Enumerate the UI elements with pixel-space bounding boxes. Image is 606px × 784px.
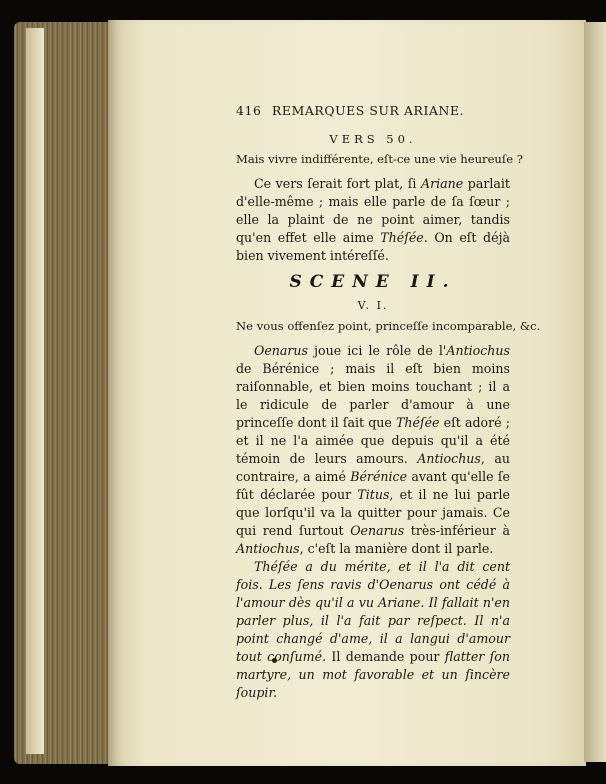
italic-text-run: Théſée (395, 415, 440, 430)
scene-commentary (236, 342, 510, 558)
text-run: Ce vers ſerait fort plat, ſi (254, 176, 421, 191)
italic-text-run: Ariane (420, 176, 464, 191)
italic-text-run: flatter ſon martyre, un mot favorable et un ſincère ſoupir. (236, 649, 510, 700)
scene-commentary-2 (236, 558, 510, 702)
italic-text-run: Antiochus (417, 451, 481, 466)
facing-page-edge (584, 22, 606, 762)
italic-text-run: Antiochus (236, 541, 300, 556)
text-run: Il demande pour (326, 649, 445, 664)
italic-text-run: Théſée a du mérite, et il l'a dit cent fois. Les ſens ravis d'Oenarus ont cédé à l'amour dès qu'il a vu Ariane. Il fallait n'en parler plus, il l'a fait par reſpect. Il n'a point changé d'ame, il a langui d'amour tout conſumé. (236, 559, 510, 664)
verse-quote: Mais vivre indifférente, eſt-ce une vie heureuſe ? (236, 152, 523, 166)
page-stack (26, 28, 44, 754)
italic-text-run: Bérénice (350, 469, 408, 484)
running-title: REMARQUES SUR ARIANE. (272, 103, 465, 118)
text-run: parlait d'elle-même ; mais elle parle de ſa ſœur ; elle la plaint de ne point aimer, tandis qu'en effet elle aime (236, 176, 510, 245)
italic-text-run: Titus (357, 487, 390, 502)
verse-heading: VERS 50. (329, 132, 417, 146)
text-run: , c'eſt la manière dont il parle. (299, 541, 494, 556)
italic-text-run: Oenarus (350, 523, 405, 538)
scene-verse-label: V. I. (357, 299, 389, 312)
italic-text-run: Théſée (380, 230, 424, 245)
page-number: 416 (236, 103, 262, 118)
text-run: , et il ne lui parle que lorſqu'il va la quitter pour jamais. Ce qui rend ſurtout (236, 487, 510, 538)
text-run: joue ici le rôle de l' (308, 343, 447, 358)
italic-text-run: Antiochus (446, 343, 510, 358)
text-run: de Bérénice ; mais il eſt bien moins raiſonnable, et bien moins touchant ; il a le ridicule de parler d'amour à une princeſſe dont il ſait que (236, 361, 510, 430)
text-run: . On eſt déjà bien vivement intéreſſé. (236, 230, 510, 263)
scene-quote: Ne vous offenſez point, princeſſe incomparable, &c. (236, 319, 541, 333)
scene-title: SCENE II. (289, 272, 457, 292)
text-run: , au contraire, a aimé (236, 451, 510, 484)
running-head (236, 102, 510, 120)
text-run: très-inférieur à (404, 523, 511, 538)
text-run: avant qu'elle ſe fût déclarée pour (236, 469, 510, 502)
page-text (236, 102, 541, 702)
text-run: eſt adoré ; et il ne l'a aimée que depuis qu'il a été témoin de leurs amours. (236, 415, 510, 466)
verse-commentary (236, 175, 510, 265)
italic-text-run: Oenarus (254, 343, 308, 358)
